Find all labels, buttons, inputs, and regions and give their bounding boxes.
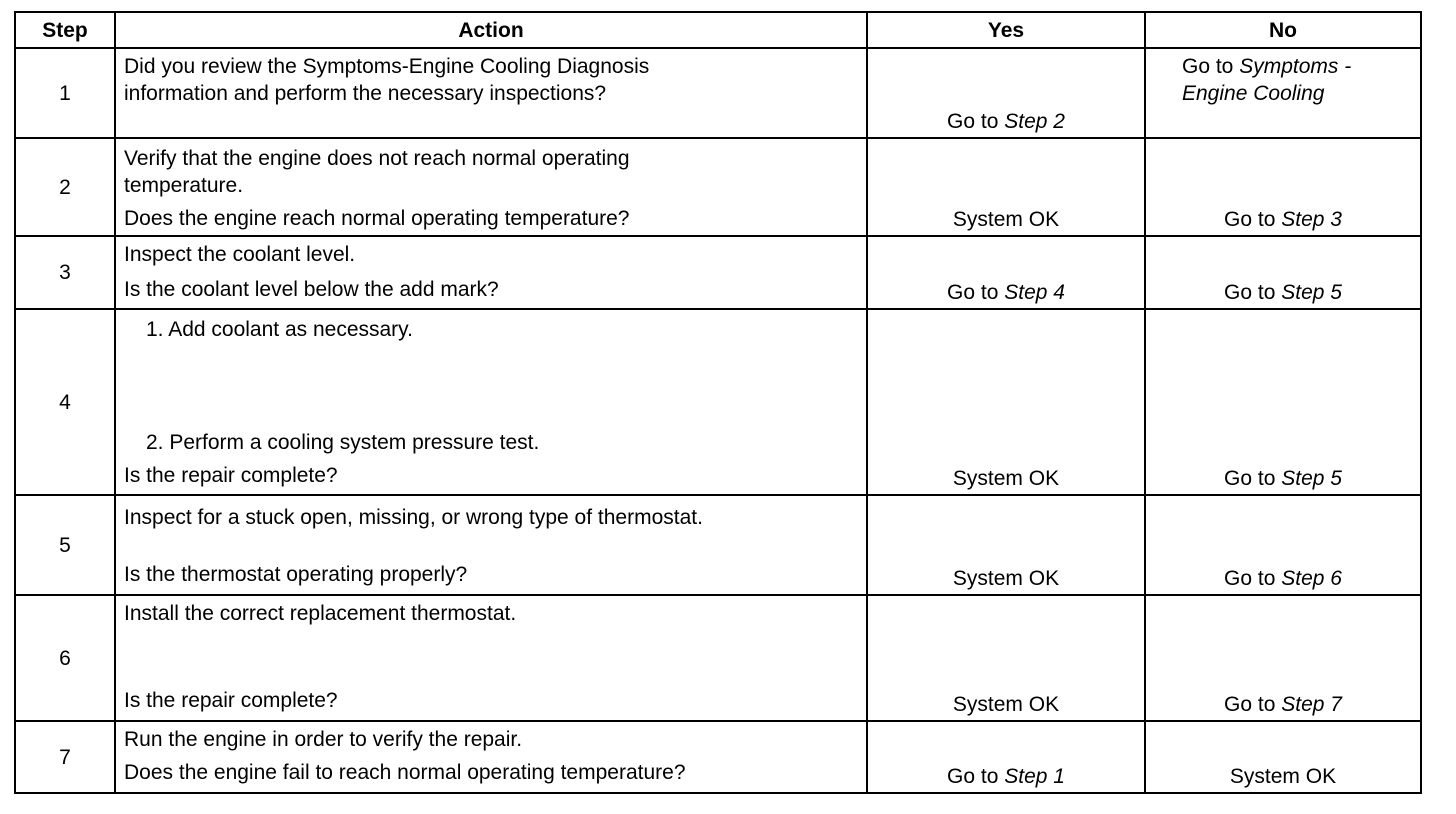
header-action: Action	[115, 12, 867, 48]
yes-cell: System OK	[867, 309, 1145, 495]
action-question: Is the repair complete?	[124, 689, 338, 712]
yes-step-link[interactable]: Step 1	[1004, 765, 1065, 788]
no-step-link[interactable]: Step 6	[1281, 567, 1342, 590]
no-prefix: Go to	[1224, 208, 1282, 231]
table-row	[15, 495, 1421, 595]
header-yes: Yes	[867, 12, 1145, 48]
action-question: Does the engine fail to reach normal operating temperature?	[124, 761, 686, 784]
yes-step-link[interactable]: Step 2	[1004, 110, 1065, 133]
action-question: Is the coolant level below the add mark?	[124, 278, 499, 301]
no-cell	[1145, 236, 1421, 309]
yes-cell: System OK	[867, 495, 1145, 595]
step-number: 1	[15, 48, 115, 138]
no-prefix: Go to	[1224, 281, 1282, 304]
action-cell	[115, 309, 867, 495]
no-prefix: Go to	[1224, 693, 1282, 716]
action-cell	[115, 595, 867, 721]
no-cell	[1145, 595, 1421, 721]
action-question: Does the engine reach normal operating temperature?	[124, 207, 630, 230]
header-step: Step	[15, 12, 115, 48]
yes-cell	[867, 721, 1145, 793]
action-text: information and perform the necessary inspections?	[124, 82, 607, 105]
no-ref-link[interactable]: Symptoms -	[1239, 55, 1352, 78]
action-cell	[115, 48, 867, 138]
no-cell	[1145, 495, 1421, 595]
step-number: 5	[15, 495, 115, 595]
yes-prefix: Go to	[947, 281, 1005, 304]
no-cell	[1145, 138, 1421, 236]
no-cell	[1145, 48, 1421, 138]
action-list-item: 2. Perform a cooling system pressure test.	[146, 431, 540, 454]
no-prefix: Go to	[1224, 567, 1282, 590]
yes-prefix: Go to	[947, 765, 1005, 788]
no-step-link[interactable]: Step 7	[1281, 693, 1342, 716]
step-number: 6	[15, 595, 115, 721]
table-row	[15, 138, 1421, 236]
yes-cell	[867, 236, 1145, 309]
action-text: Install the correct replacement thermostat.	[124, 602, 517, 625]
action-text: temperature.	[124, 174, 244, 197]
no-cell: System OK	[1145, 721, 1421, 793]
diagnostic-table	[14, 11, 1422, 794]
step-number: 3	[15, 236, 115, 309]
yes-cell: System OK	[867, 595, 1145, 721]
table-row	[15, 595, 1421, 721]
yes-step-link[interactable]: Step 4	[1004, 281, 1065, 304]
action-text: Inspect for a stuck open, missing, or wrong type of thermostat.	[124, 506, 703, 529]
step-number: 7	[15, 721, 115, 793]
action-question: Is the thermostat operating properly?	[124, 563, 468, 586]
no-step-link[interactable]: Step 5	[1281, 281, 1342, 304]
header-row	[15, 12, 1421, 48]
no-prefix: Go to	[1224, 467, 1282, 490]
action-list-item: 1. Add coolant as necessary.	[146, 318, 413, 341]
no-ref-link[interactable]: Engine Cooling	[1182, 82, 1325, 105]
action-question: Is the repair complete?	[124, 464, 338, 487]
table-row	[15, 48, 1421, 138]
step-number: 4	[15, 309, 115, 495]
yes-cell	[867, 48, 1145, 138]
no-step-link[interactable]: Step 3	[1281, 208, 1342, 231]
yes-cell: System OK	[867, 138, 1145, 236]
action-text: Verify that the engine does not reach normal operating	[124, 147, 630, 170]
yes-prefix: Go to	[947, 110, 1005, 133]
action-cell	[115, 236, 867, 309]
action-text: Did you review the Symptoms-Engine Cooling Diagnosis	[124, 55, 650, 78]
table-row	[15, 721, 1421, 793]
action-cell	[115, 495, 867, 595]
step-number: 2	[15, 138, 115, 236]
no-prefix: Go to	[1182, 55, 1240, 78]
table-row	[15, 236, 1421, 309]
header-no: No	[1145, 12, 1421, 48]
no-step-link[interactable]: Step 5	[1281, 467, 1342, 490]
no-cell	[1145, 309, 1421, 495]
action-cell	[115, 721, 867, 793]
action-text: Run the engine in order to verify the repair.	[124, 728, 523, 751]
action-text: Inspect the coolant level.	[124, 243, 356, 266]
action-cell	[115, 138, 867, 236]
table-row	[15, 309, 1421, 495]
